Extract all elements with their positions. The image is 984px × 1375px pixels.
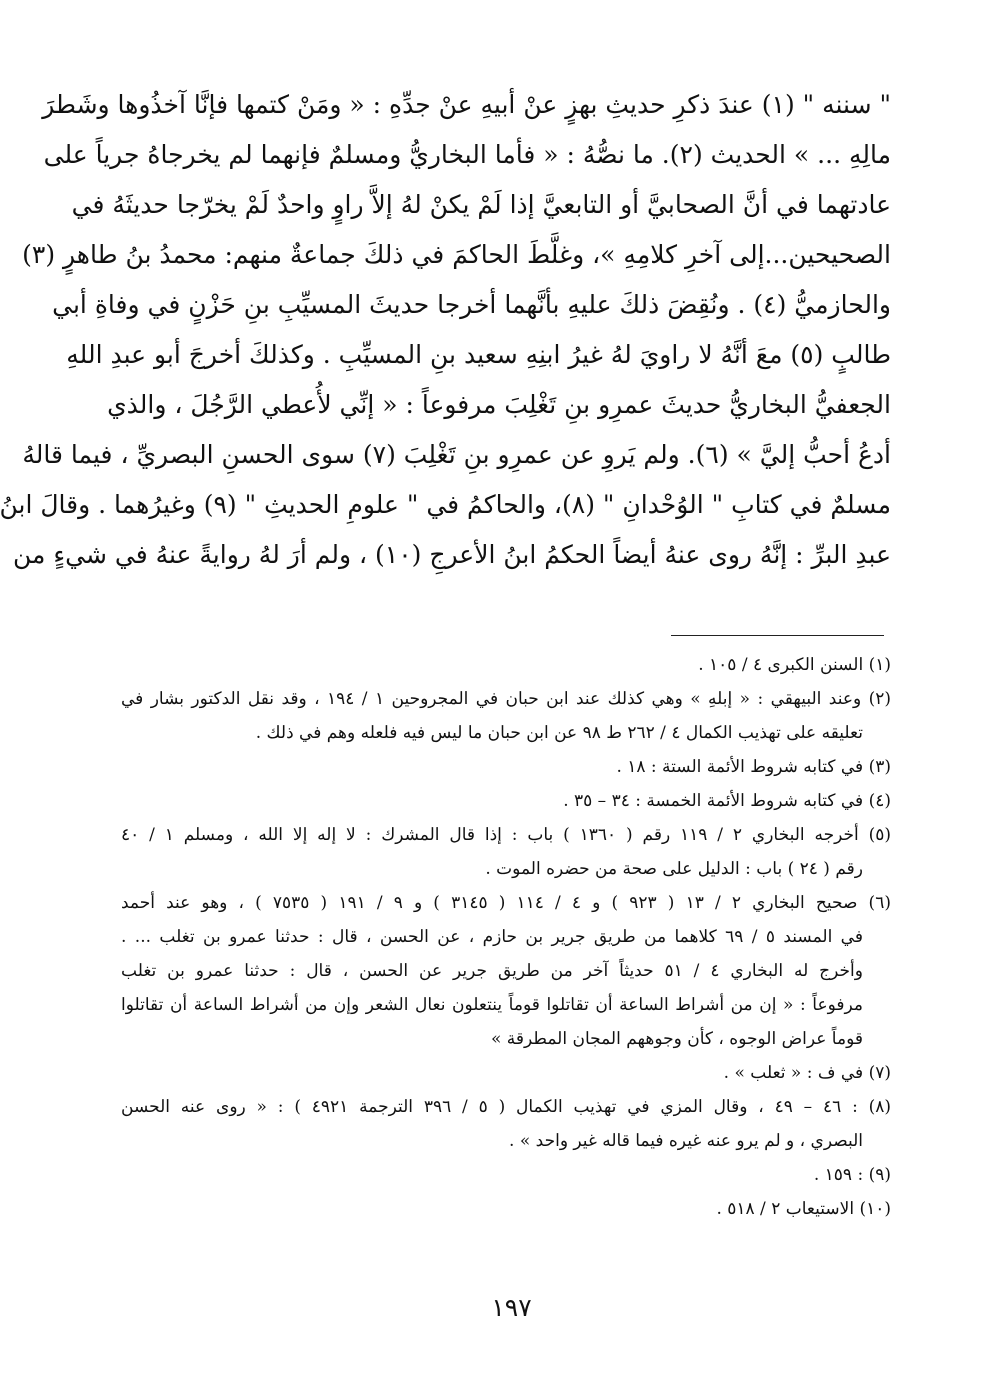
footnote-line: (٢) وعند البيهقي : « إبلهِ » وهي كذلك عند ابن حبان في المجروحين ١ / ١٩٤ ، وقد نقل الدكتور بشار في — [121, 689, 891, 709]
footnotes — [121, 648, 891, 1226]
footnote-line: رقم ( ٢٤ ) باب : الدليل على صحة من حضره الموت . — [485, 859, 863, 879]
body-line: الصحيحين...إلى آخرِ كلامِهِ »، وغلَّطَ الحاكمَ في ذلكَ جماعةٌ منهم: محمدُ بنُ طاهرٍ (٣) — [22, 240, 891, 269]
footnote-line: (٣) في كتابه شروط الأئمة الستة : ١٨ . — [616, 757, 891, 777]
body-line: طالبٍ (٥) معَ أنَّهُ لا راويَ لهُ غيرُ ابنِهِ سعيد بنِ المسيِّبِ . وكذلكَ أخرجَ أبو عبدِ اللهِ — [66, 340, 891, 369]
footnote-line: (١٠) الاستيعاب ٢ / ٥١٨ . — [716, 1199, 891, 1219]
footnote-line: (٤) في كتابه شروط الأئمة الخمسة : ٣٤ – ٣٥ . — [563, 791, 891, 811]
body-line: " سننه " (١) عندَ ذكرِ حديثِ بهزٍ عنْ أبيهِ عنْ جدِّهِ : « ومَنْ كتمها فإنَّا آخذُوها وشَطرَ — [42, 90, 891, 119]
body-line: عبدِ البرِّ : إنَّهُ روى عنهُ أيضاً الحكمُ ابنُ الأعرجِ (١٠) ، ولم أرَ لهُ روايةً عنهُ في شيءٍ من — [13, 540, 891, 569]
page-number: ١٩٧ — [491, 1293, 532, 1322]
footnote-separator — [671, 635, 884, 636]
footnote-line: مرفوعاً : « إن من أشراط الساعة أن تقاتلوا قوماً ينتعلون نعال الشعر وإن من أشراط الساعة أن تقاتلوا — [121, 995, 863, 1015]
footnote-line: (٦) صحيح البخاري ٢ / ١٣ ( ٩٢٣ ) و ٤ / ١١٤ ( ٣١٤٥ ) و ٩ / ١٩١ ( ٧٥٣٥ ) ، وهو عند أحمد — [121, 893, 891, 913]
footnote-line: (٨) : ٤٦ – ٤٩ ، وقال المزي في تهذيب الكمال ( ٥ / ٣٩٦ الترجمة ٤٩٢١ ) : « روى عنه الحسن — [121, 1097, 892, 1117]
footnote-line: (٧) في ف : « ثعلب » . — [723, 1063, 891, 1083]
body-line: والحازميُّ (٤) . ونُقِضَ ذلكَ عليهِ بأنَّهما أخرجا حديثَ المسيِّبِ بنِ حَزْنٍ في وفاةِ أبي — [52, 290, 891, 319]
footnote-line: تعليقه على تهذيب الكمال ٤ / ٢٦٢ ط ٩٨ عن ابن حبان ما ليس فيه فلعله وهم في ذلك . — [255, 723, 863, 743]
body-line: عادتهما في أنَّ الصحابيَّ أو التابعيَّ إذا لَمْ يكنْ لهُ إلاَّ راوٍ واحدٌ لَمْ يخرّجا حديثَهُ في — [71, 190, 891, 219]
body-line: مسلمٌ في كتابِ " الوُحْدانِ " (٨)، والحاكمُ في " علومِ الحديثِ " (٩) وغيرُهما . وقالَ ابنُ — [0, 490, 891, 519]
footnote-line: في المسند ٥ / ٦٩ كلاهما من طريق جرير بن حازم ، عن الحسن ، قال : حدثنا عمرو بن تغلب ... . — [121, 927, 863, 947]
footnote-line: قوماً عراض الوجوه ، كأن وجوههم المجان المطرقة » — [490, 1029, 863, 1049]
footnote-line: البصري ، و لم يرو عنه غيره فيما قاله غير واحد » . — [509, 1131, 863, 1151]
body-line: مالِهِ ... » الحديث (٢). ما نصُّهُ : « فأما البخاريُّ ومسلمٌ فإنهما لم يخرجاهُ جرياً على — [43, 140, 891, 169]
footnote-line: (١) السنن الكبرى ٤ / ١٠٥ . — [698, 655, 891, 675]
body-line: الجعفيُّ البخاريُّ حديثَ عمرِو بنِ تَغْلِبَ مرفوعاً : « إنِّي لأُعطي الرَّجُلَ ، والذي — [107, 390, 891, 419]
body-line: أدعُ أحبُّ إليَّ » (٦). ولم يَروِ عن عمرِو بنِ تَغْلِبَ (٧) سوى الحسنِ البصريِّ ، فيما قالهُ — [22, 440, 891, 469]
main-text — [0, 80, 891, 580]
footnote-line: (٥) أخرجه البخاري ٢ / ١١٩ رقم ( ١٣٦٠ ) باب : إذا قال المشرك : لا إله إلا الله ، ومسلم ١ / ٤٠ — [121, 825, 891, 845]
footnote-line: (٩) : ١٥٩ . — [813, 1165, 891, 1185]
footnote-line: وأخرج له البخاري ٤ / ٥١ حديثاً آخر من طريق جرير عن الحسن ، قال : حدثنا عمرو بن تغلب — [121, 961, 863, 981]
